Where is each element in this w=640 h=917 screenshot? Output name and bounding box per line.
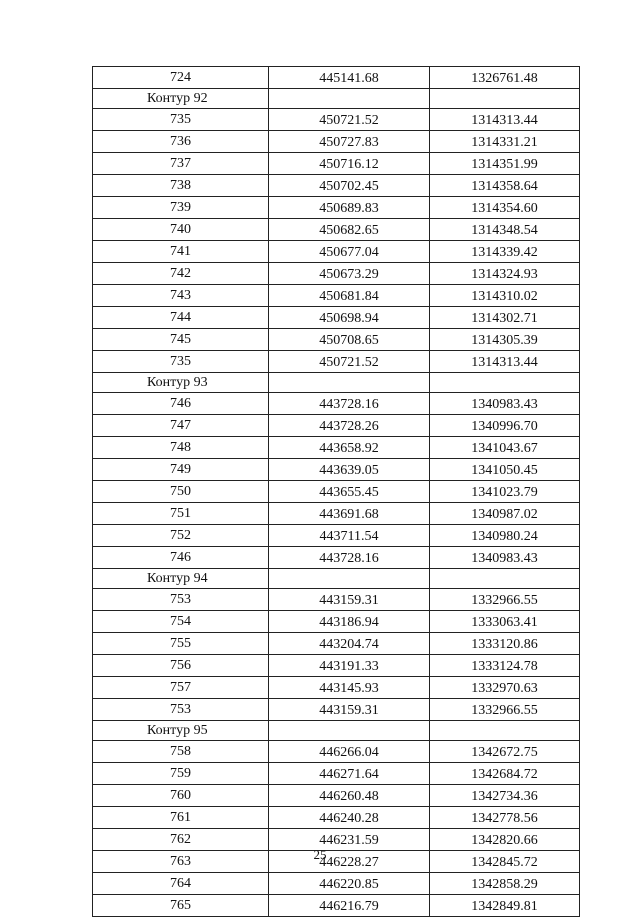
contour-label: Контур 95 <box>93 721 269 741</box>
point-number: 756 <box>93 655 269 677</box>
y-coordinate: 1314313.44 <box>430 351 580 373</box>
empty-cell <box>430 569 580 589</box>
y-coordinate: 1342858.29 <box>430 873 580 895</box>
point-row <box>93 285 580 307</box>
point-number: 737 <box>93 153 269 175</box>
point-number: 759 <box>93 763 269 785</box>
y-coordinate: 1342778.56 <box>430 807 580 829</box>
x-coordinate: 446240.28 <box>269 807 430 829</box>
point-number: 741 <box>93 241 269 263</box>
x-coordinate: 446260.48 <box>269 785 430 807</box>
point-number: 748 <box>93 437 269 459</box>
x-coordinate: 450681.84 <box>269 285 430 307</box>
y-coordinate: 1333063.41 <box>430 611 580 633</box>
empty-cell <box>269 569 430 589</box>
empty-cell <box>430 89 580 109</box>
point-number: 744 <box>93 307 269 329</box>
point-row <box>93 109 580 131</box>
empty-cell <box>430 373 580 393</box>
y-coordinate: 1314358.64 <box>430 175 580 197</box>
x-coordinate: 450727.83 <box>269 131 430 153</box>
y-coordinate: 1333124.78 <box>430 655 580 677</box>
point-row <box>93 219 580 241</box>
point-number: 746 <box>93 547 269 569</box>
x-coordinate: 450677.04 <box>269 241 430 263</box>
x-coordinate: 446266.04 <box>269 741 430 763</box>
coordinates-table-body <box>93 67 580 917</box>
x-coordinate: 450721.52 <box>269 351 430 373</box>
point-row <box>93 131 580 153</box>
y-coordinate: 1340996.70 <box>430 415 580 437</box>
y-coordinate: 1340980.24 <box>430 525 580 547</box>
y-coordinate: 1332966.55 <box>430 699 580 721</box>
point-number: 751 <box>93 503 269 525</box>
y-coordinate: 1333120.86 <box>430 633 580 655</box>
x-coordinate: 450682.65 <box>269 219 430 241</box>
point-row <box>93 525 580 547</box>
contour-header-row <box>93 721 580 741</box>
point-number: 753 <box>93 589 269 611</box>
point-number: 738 <box>93 175 269 197</box>
x-coordinate: 450673.29 <box>269 263 430 285</box>
point-number: 743 <box>93 285 269 307</box>
contour-label: Контур 93 <box>93 373 269 393</box>
y-coordinate: 1342684.72 <box>430 763 580 785</box>
point-row <box>93 633 580 655</box>
point-row <box>93 699 580 721</box>
point-row <box>93 459 580 481</box>
point-number: 757 <box>93 677 269 699</box>
point-row <box>93 329 580 351</box>
x-coordinate: 443191.33 <box>269 655 430 677</box>
empty-cell <box>430 721 580 741</box>
empty-cell <box>269 89 430 109</box>
x-coordinate: 443145.93 <box>269 677 430 699</box>
empty-cell <box>269 721 430 741</box>
point-row <box>93 437 580 459</box>
x-coordinate: 450721.52 <box>269 109 430 131</box>
point-row <box>93 589 580 611</box>
y-coordinate: 1341050.45 <box>430 459 580 481</box>
point-row <box>93 197 580 219</box>
point-number: 745 <box>93 329 269 351</box>
y-coordinate: 1341023.79 <box>430 481 580 503</box>
point-number: 742 <box>93 263 269 285</box>
point-row <box>93 415 580 437</box>
y-coordinate: 1314351.99 <box>430 153 580 175</box>
point-number: 739 <box>93 197 269 219</box>
x-coordinate: 450702.45 <box>269 175 430 197</box>
y-coordinate: 1314339.42 <box>430 241 580 263</box>
x-coordinate: 443159.31 <box>269 699 430 721</box>
x-coordinate: 450698.94 <box>269 307 430 329</box>
y-coordinate: 1342820.66 <box>430 829 580 851</box>
point-number: 736 <box>93 131 269 153</box>
point-row <box>93 307 580 329</box>
point-number: 762 <box>93 829 269 851</box>
y-coordinate: 1341043.67 <box>430 437 580 459</box>
point-number: 765 <box>93 895 269 917</box>
y-coordinate: 1314305.39 <box>430 329 580 351</box>
y-coordinate: 1342734.36 <box>430 785 580 807</box>
x-coordinate: 446231.59 <box>269 829 430 851</box>
point-number: 735 <box>93 109 269 131</box>
point-number: 761 <box>93 807 269 829</box>
y-coordinate: 1314331.21 <box>430 131 580 153</box>
y-coordinate: 1340983.43 <box>430 393 580 415</box>
y-coordinate: 1326761.48 <box>430 67 580 89</box>
x-coordinate: 443728.16 <box>269 393 430 415</box>
y-coordinate: 1314310.02 <box>430 285 580 307</box>
point-number: 763 <box>93 851 269 873</box>
contour-label: Контур 92 <box>93 89 269 109</box>
point-row <box>93 741 580 763</box>
y-coordinate: 1314354.60 <box>430 197 580 219</box>
point-row <box>93 611 580 633</box>
y-coordinate: 1314324.93 <box>430 263 580 285</box>
point-number: 746 <box>93 393 269 415</box>
point-row <box>93 677 580 699</box>
contour-header-row <box>93 373 580 393</box>
y-coordinate: 1314313.44 <box>430 109 580 131</box>
point-row <box>93 547 580 569</box>
point-number: 755 <box>93 633 269 655</box>
point-row <box>93 763 580 785</box>
coordinates-table <box>92 66 580 917</box>
point-row <box>93 351 580 373</box>
point-number: 760 <box>93 785 269 807</box>
contour-header-row <box>93 569 580 589</box>
x-coordinate: 443711.54 <box>269 525 430 547</box>
x-coordinate: 443204.74 <box>269 633 430 655</box>
empty-cell <box>269 373 430 393</box>
point-number: 754 <box>93 611 269 633</box>
y-coordinate: 1340987.02 <box>430 503 580 525</box>
point-row <box>93 263 580 285</box>
x-coordinate: 446271.64 <box>269 763 430 785</box>
page-number: 25 <box>313 847 327 862</box>
point-number: 764 <box>93 873 269 895</box>
x-coordinate: 446220.85 <box>269 873 430 895</box>
point-row <box>93 895 580 917</box>
y-coordinate: 1342845.72 <box>430 851 580 873</box>
x-coordinate: 445141.68 <box>269 67 430 89</box>
point-number: 747 <box>93 415 269 437</box>
point-row <box>93 481 580 503</box>
point-row <box>93 67 580 89</box>
x-coordinate: 443728.16 <box>269 547 430 569</box>
point-number: 724 <box>93 67 269 89</box>
point-row <box>93 503 580 525</box>
x-coordinate: 446216.79 <box>269 895 430 917</box>
point-number: 753 <box>93 699 269 721</box>
point-row <box>93 655 580 677</box>
point-number: 740 <box>93 219 269 241</box>
point-row <box>93 175 580 197</box>
x-coordinate: 450716.12 <box>269 153 430 175</box>
x-coordinate: 443658.92 <box>269 437 430 459</box>
y-coordinate: 1340983.43 <box>430 547 580 569</box>
x-coordinate: 443159.31 <box>269 589 430 611</box>
x-coordinate: 450708.65 <box>269 329 430 351</box>
contour-header-row <box>93 89 580 109</box>
point-row <box>93 153 580 175</box>
point-row <box>93 393 580 415</box>
point-number: 758 <box>93 741 269 763</box>
point-number: 750 <box>93 481 269 503</box>
y-coordinate: 1314348.54 <box>430 219 580 241</box>
y-coordinate: 1342672.75 <box>430 741 580 763</box>
y-coordinate: 1332970.63 <box>430 677 580 699</box>
contour-label: Контур 94 <box>93 569 269 589</box>
x-coordinate: 443655.45 <box>269 481 430 503</box>
point-number: 752 <box>93 525 269 547</box>
x-coordinate: 446228.27 <box>269 851 430 873</box>
point-row <box>93 873 580 895</box>
point-number: 735 <box>93 351 269 373</box>
y-coordinate: 1342849.81 <box>430 895 580 917</box>
y-coordinate: 1314302.71 <box>430 307 580 329</box>
x-coordinate: 443186.94 <box>269 611 430 633</box>
x-coordinate: 443639.05 <box>269 459 430 481</box>
point-number: 749 <box>93 459 269 481</box>
point-row <box>93 785 580 807</box>
point-row <box>93 807 580 829</box>
x-coordinate: 443728.26 <box>269 415 430 437</box>
x-coordinate: 443691.68 <box>269 503 430 525</box>
point-row <box>93 241 580 263</box>
y-coordinate: 1332966.55 <box>430 589 580 611</box>
x-coordinate: 450689.83 <box>269 197 430 219</box>
